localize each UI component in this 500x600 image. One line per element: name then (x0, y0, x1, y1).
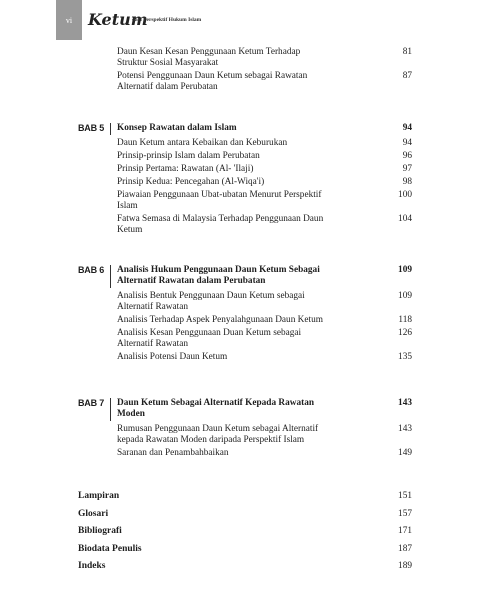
chapter-label: BAB 6 (78, 265, 105, 275)
toc-entry-title-line: Potensi Penggunaan Daun Ketum sebagai Rawatan (117, 71, 308, 81)
toc-entry-title-line: Islam (117, 201, 138, 211)
toc-entry-page: 104 (398, 214, 412, 224)
chapter-page: 94 (402, 123, 412, 133)
chapter-title-line: Daun Ketum Sebagai Alternatif Kepada Rawatan (117, 398, 315, 408)
back-matter-title: Bibliografi (78, 526, 122, 536)
toc-entry-title-line: Alternatif dalam Perubatan (117, 82, 218, 92)
toc-entry-page: 126 (398, 328, 412, 338)
toc-entry-title-line: Analisis Bentuk Penggunaan Daun Ketum sebagai (117, 291, 305, 301)
toc-entry-title-line: Rumusan Penggunaan Daun Ketum sebagai Alternatif (117, 424, 319, 434)
toc-entry-page: 94 (402, 138, 412, 148)
toc-entry-title-line: Alternatif Rawatan (117, 339, 188, 349)
toc-entry-title-line: Piawaian Penggunaan Ubat-ubatan Menurut Perspektif (117, 190, 322, 200)
toc-entry-title-line: Saranan dan Penambahbaikan (117, 448, 229, 458)
toc-entry-page: 149 (398, 448, 412, 458)
toc-entry-page: 118 (398, 315, 412, 325)
toc-entry-page: 100 (398, 190, 412, 200)
toc-entry-title-line: Prinsip Kedua: Pencegahan (Al-Wiqa'i) (117, 177, 265, 187)
back-matter-title: Glosari (78, 508, 109, 519)
chapter-title-line: Moden (117, 409, 145, 419)
toc-entry-page: 135 (398, 352, 412, 362)
toc-entry-title-line: Analisis Kesan Penggunaan Duan Ketum sebagai (117, 328, 302, 338)
chapter-label: BAB 5 (78, 123, 105, 133)
book-title-logo: Ketum (88, 10, 148, 29)
back-matter-title: Lampiran (78, 491, 120, 501)
back-matter-title: Biodata Penulis (78, 543, 142, 554)
toc-entry-title-line: Daun Ketum antara Kebaikan dan Keburukan (117, 138, 288, 148)
toc-entry-title-line: Struktur Sosial Masyarakat (117, 58, 219, 68)
chapter-divider (110, 265, 111, 288)
back-matter-page: 187 (398, 543, 412, 554)
toc-entry-title-line: Analisis Potensi Daun Ketum (117, 352, 228, 362)
chapter-title-line: Konsep Rawatan dalam Islam (117, 123, 237, 133)
toc-entry-title-line: Daun Kesan Kesan Penggunaan Ketum Terhadap (117, 47, 301, 57)
toc-entry-page: 96 (402, 151, 412, 161)
back-matter-page: 171 (398, 526, 412, 536)
toc-entry-title-line: Alternatif Rawatan (117, 302, 188, 312)
chapter-label: BAB 7 (78, 398, 105, 408)
chapter-divider (110, 123, 111, 135)
toc-entry-title-line: Fatwa Semasa di Malaysia Terhadap Penggunaan Daun (117, 214, 324, 224)
chapter-page: 143 (398, 398, 412, 408)
page-number: vi (65, 15, 73, 25)
toc-entry-page: 81 (402, 47, 412, 57)
toc-entry-title-line: Prinsip Pertama: Rawatan (Al- 'Ilaji) (117, 164, 254, 174)
chapter-title-line: Alternatif Rawatan dalam Perubatan (117, 276, 266, 286)
toc-entry-page: 97 (402, 164, 412, 174)
toc-entry-page: 98 (402, 177, 412, 187)
toc-entry-page: 143 (398, 424, 412, 434)
toc-entry-page: 109 (398, 291, 412, 301)
toc-entry-title-line: kepada Rawatan Moden daripada Perspektif Islam (117, 435, 305, 445)
back-matter-page: 157 (398, 508, 412, 519)
back-matter-page: 189 (398, 561, 412, 571)
toc-entry-title-line: Prinsip-prinsip Islam dalam Perubatan (117, 151, 260, 161)
toc-entry-title-line: Analisis Terhadap Aspek Penyalahgunaan Daun Ketum (117, 315, 323, 325)
chapter-page: 109 (398, 265, 412, 275)
book-subtitle: dari Perspektif Hukum Islam (132, 17, 202, 23)
back-matter-page: 151 (398, 491, 412, 501)
toc-entry-title-line: Ketum (117, 225, 143, 235)
back-matter-title: Indeks (78, 561, 106, 571)
toc-entry-page: 87 (402, 71, 412, 81)
chapter-title-line: Analisis Hukum Penggunaan Daun Ketum Sebagai (117, 265, 320, 275)
chapter-divider (110, 398, 111, 421)
